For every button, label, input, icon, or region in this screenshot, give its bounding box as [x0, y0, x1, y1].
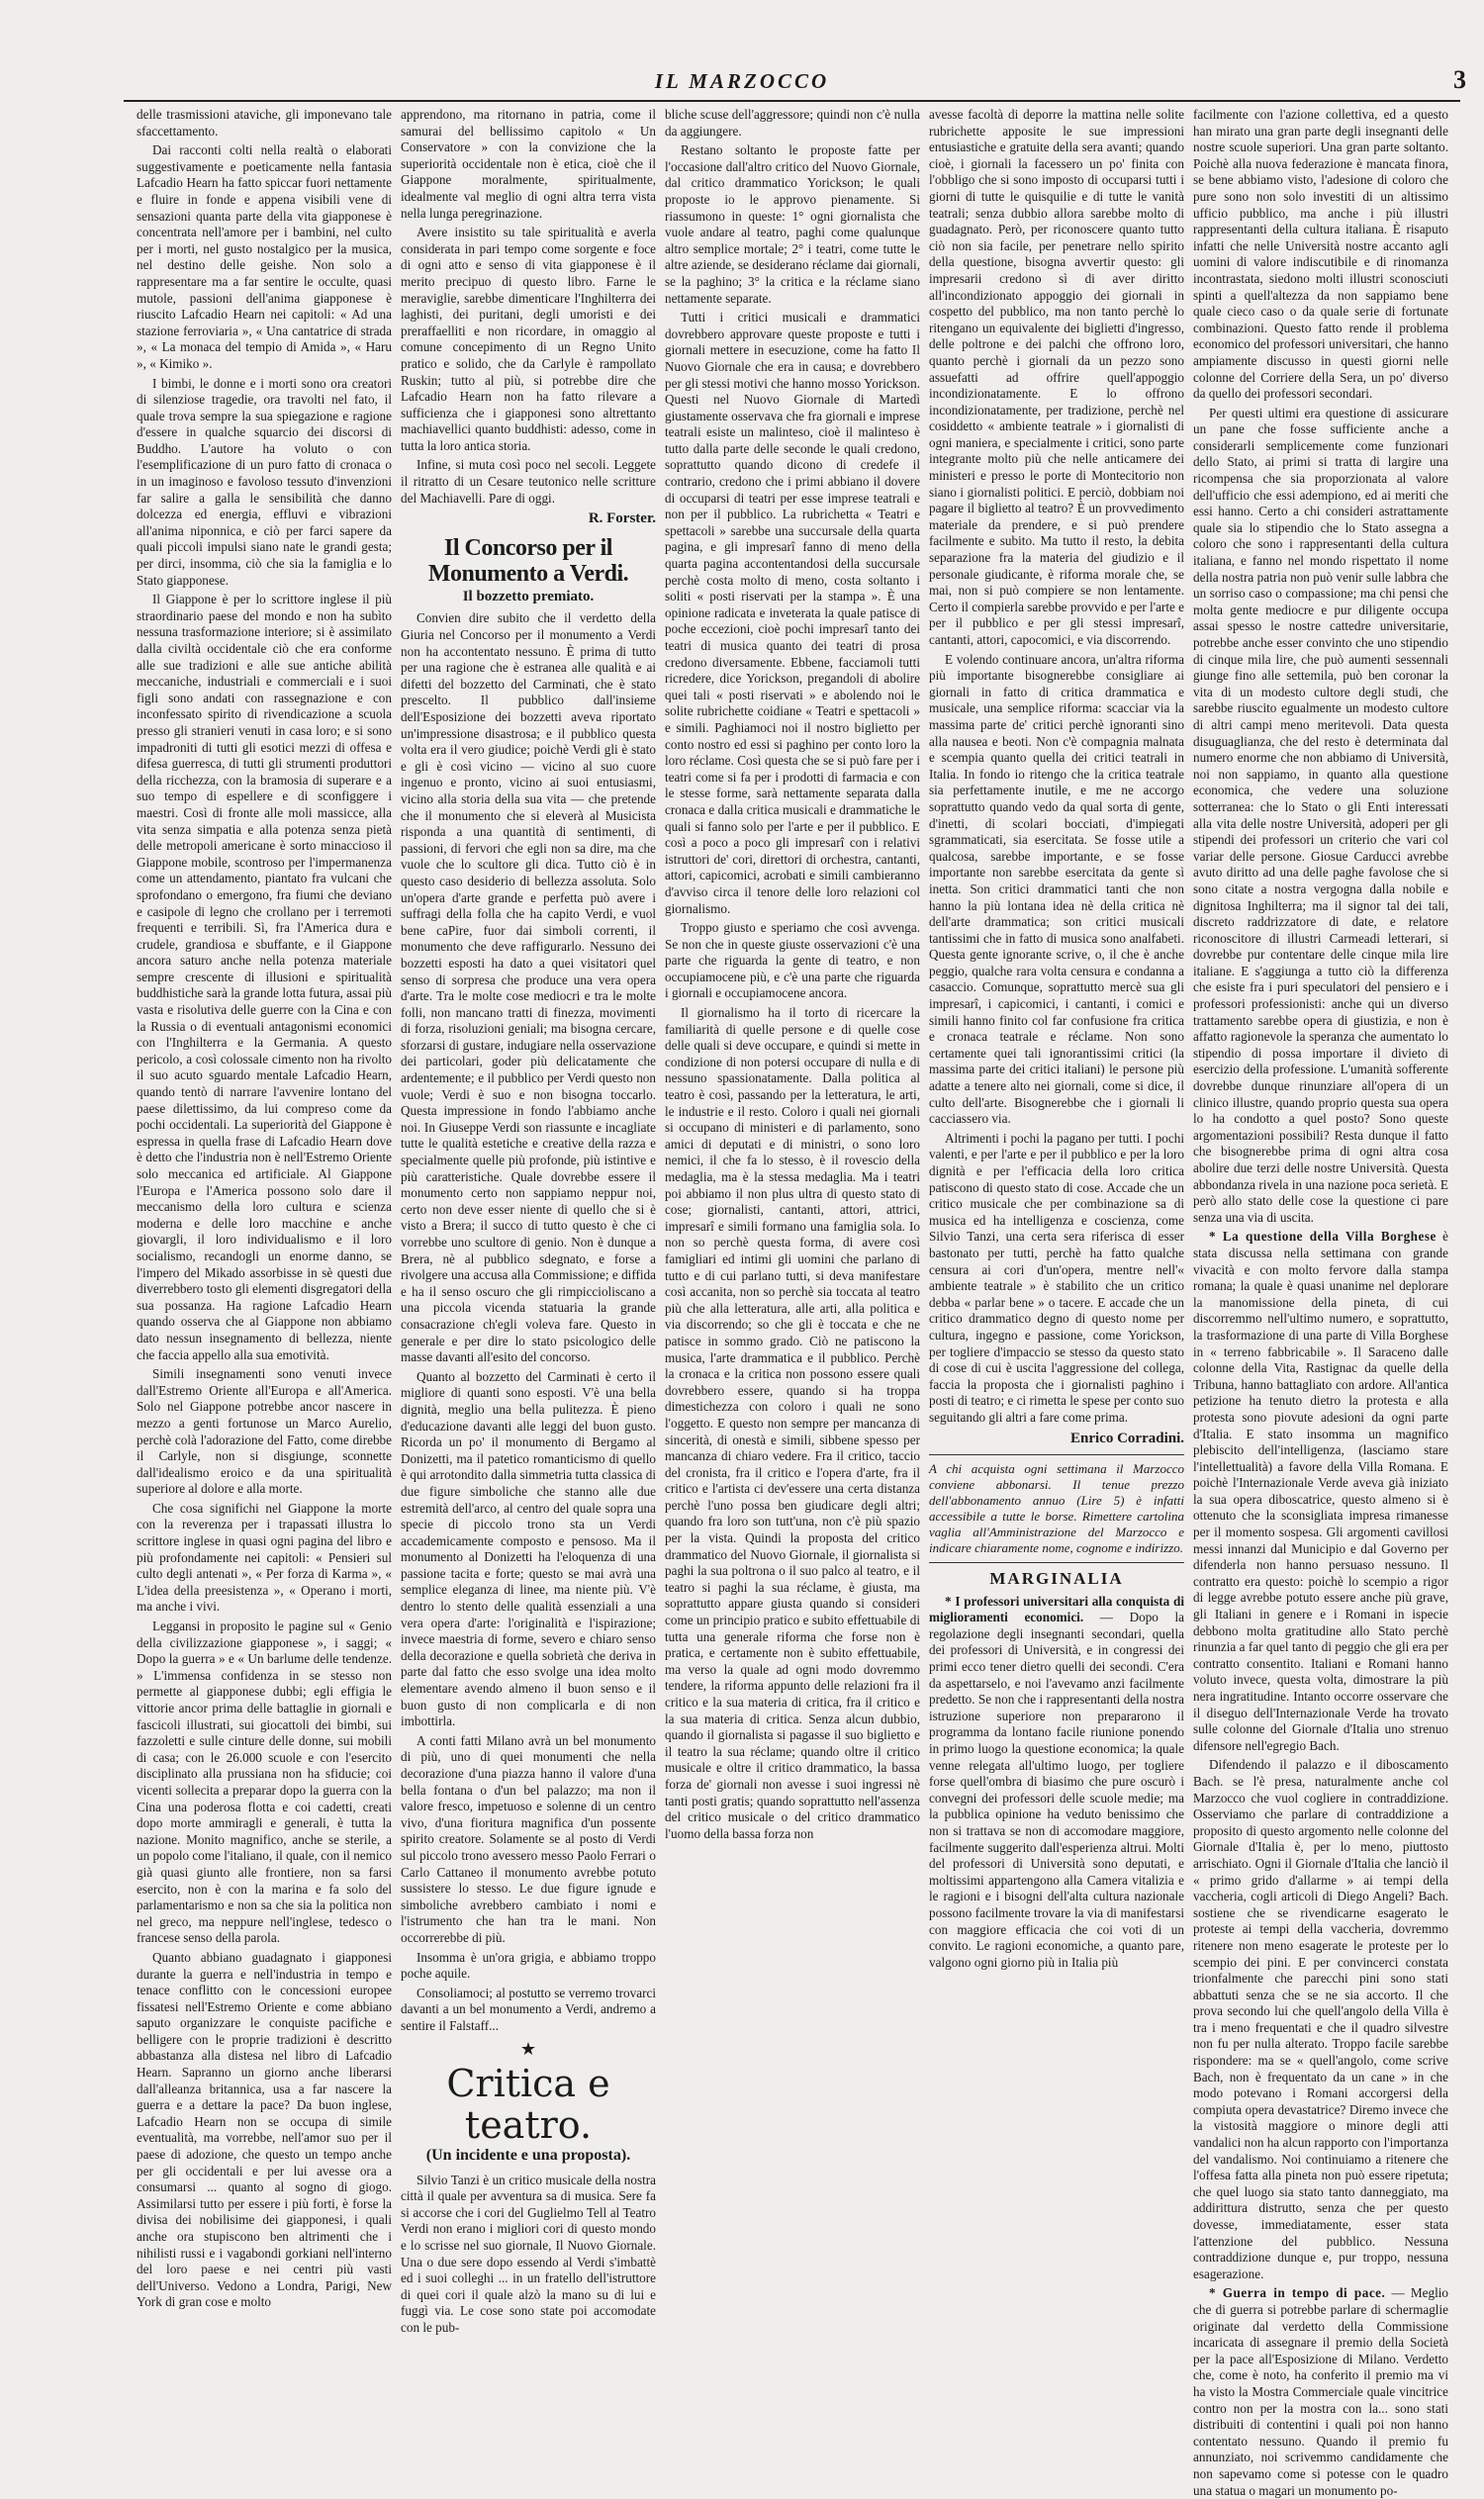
paragraph: Tutti i critici musicali e drammatici dovrebbero approvare queste proposte e tutti i giornali mettere in esecuzione, come ha fatto Il Nuovo Giornale che era in causa; e dovrebbero per gli stessi motivi che hanno mosso Yorickson. Questi nel Nuovo Giornale di Martedì giustamente osservava che fra giornali e imprese teatrali esiste un malinteso, cioè il malinteso è tutto dalla parte delle seconde le quali credono, soprattutto quando dicono di credefe il contrario, credono che i primi abbiano il dovere di occuparsi di teatri per esse imprese teatrali e non per il pubblico. La rubrichetta « Teatri e spettacoli » sarebbe una succursale della quarta pagina, e gli impresarî fanno di meno della quarta pagina accontentandosi della succursale perchè costa molto di meno, costa soltanto i soliti « posti riservati per la stampa ». È una opinione radicata e inveterata la quale patisce di poche eccezioni, cioè pochi impresarî tanto dei teatri di musica quanto dei teatri di prosa credono diversamente. Ebbene, facciamoli tutti ricredere, dice Yorickson, pregandoli di abolire quei tali « posti riservati » e abolendo noi le solite rubrichette coidiane « Teatri e spettacoli » e simili. Paghiamoci noi il nostro biglietto per conto nostro ed essi si paghino per conto loro la loro réclame. Così questa che se si può fare per i teatri come si fa per i prodotti di farmacia e con le stesse forme, sarà nettamente separata dalla cronaca e dalla critica musicali e drammatiche le quali si fanno solo per l'arte e per il pubblico. E così a poco a poco gli impresarî con i relativi istruttori de' cori, direttori di orchestra, cantanti, attori, capicomici, acrobati e simili cambieranno d'avviso circa il tenore delle loro relazioni col giornalismo. [665, 310, 920, 916]
author-signature: R. Forster. [588, 510, 656, 527]
paragraph: facilmente con l'azione collettiva, ed a questo han mirato una gran parte degli insegnanti delle nostre scuole superiori. Una gran parte soltanto. Poichè alla nuova federazione è mancata finora, se bene abbiamo visto, l'adesione di coloro che pure sono non solo investiti di un altissimo ufficio pubblico, ma anche i più illustri rappresentanti della cultura italiana. È risaputo infatti che nelle Università nostre accanto agli uomini di valore indiscutibile e di rinomanza incontrastata, siedono molti illustri sconosciuti spinti a quell'altezza da non sappiamo bene quale cieco caso o da quale serie di fortunate combinazioni. Questo fatto rende il problema economico del professori universitari, che hanno ampiamente discusso in questi giorni nelle colonne del Corriere della Sera, un po' diverso da quello dei professori secondari. [1193, 107, 1448, 402]
marginalia-item [1193, 1229, 1448, 1754]
article-headline: Critica e teatro. [446, 2062, 610, 2148]
marginalia-body: — Dopo la regolazione degli insegnanti secondari, quella dei professori di Università, e in congressi dei primi ecco tener dietro quelli dei secondi. C'era da aspettarselo, e noi l'avevamo anzi facilmente predetto. Se non che i rappresentanti della nostra istruzione superiore non prepararono il programma da lontano facile riunione ponendo in primo luogo la questione economica; la quale venne relegata all'ultimo luogo, per togliere forse quell'ombra di biasimo che pure oscurò i convegni dei professori delle scuole medie; ma la pubblica opinione ha veduto benissimo che non si trattava se non di accomodare maggiore, facilmente suggerito dall'esperienza altrui. Molti del professori di Università sono deputati, e moltissimi appartengono alla Camera vitalizia e le ragioni e i bisogni dell'alta cultura nazionale possono facilmente trovare la via di manifestarsi con maggiore efficacia che coi voti di un convito. Le ragioni economiche, a quanto pare, valgono ogni giorno più in Italia più [929, 1610, 1185, 1970]
paragraph: Consoliamoci; al postutto se verremo trovarci davanti a un bel monumento a Verdi, andremo a sentire il Falstaff... [401, 1985, 656, 2033]
column-4 [929, 107, 1184, 2062]
paragraph: Quanto al bozzetto del Carminati è certo il migliore di quanti sono esposti. V'è una bella dignità, meglio una bella pulitezza. È pieno d'educazione davanti alle leggi del buon gusto. Ricorda un po' il monumento di Bergamo al Donizetti, ma il patetico romanticismo di quello è qui arrotondito dalla simmetria tutta classica di due figure simboliche che stanno alle due estremità dell'arco, al centro del quale sopra una specie di piccolo trono sta un Verdi accademicamente composto e pensoso. Ma il monumento al Donizetti ha l'eloquenza di una passione tacita e forte; questo se mai avrà una semplice eleganza di linee, ma niente più. V'è dentro lo stento delle qualità essenziali a una vera opera d'arte: l'originalità e l'ispirazione; invece maestria di forme, severo e chiaro senso della decorazione e quella sobrietà che deriva in parte dal fatto che esso svolge una idea molto elementare avendo almeno il buon senso e il buon gusto di non complicarla e di non imbottirla. [401, 1368, 656, 1729]
section-headline: MARGINALIA [989, 1569, 1124, 1589]
paragraph: I bimbi, le donne e i morti sono ora creatori di silenziose tragedie, ora travolti nel fato, il quale trova sempre la sua spiegazione e ragione d'essere in qualche squarcio dei discorsi di Buddho. L'autore ha voluto o con l'esemplificazione di un puro fatto di cronaca o in un imaginoso e favoloso tessuto d'invenzioni far salire a galla le sensibilità che danno dolcezza ed energia, effluvi e vibrazioni all'anima niponnica, e ciò per farci sapere da quali piccoli impulsi siano nate le grandi gesta; per dirci, insomma, ciò che sia la famiglia e lo Stato giapponese. [137, 375, 392, 588]
marginalia-body: è stata discussa nella settimana con grande vivacità e con molto fervore dalla stampa romana; la quale è quasi unanime nel deplorare la manomissione della pineta, di cui discorremmo nell'ultimo numero, e soprattutto, la trasformazione di una parte di Villa Borghese in « terreno fabbricabile ». Il Saraceno dalle colonne della Vita, Rastignac da quelle della Tribuna, hanno battagliato con ardore. All'antica petizione ha tenuto dietro la protesta e alla protesta sono piovute adesioni da ogni parte d'Italia. E stato insomma un magnifico plebiscito dell'intelligenza, (lasciamo stare l'intellettualità) a favore della Villa Romana. E poichè l'Internazionale Verde aveva già iniziato la sua opera diboscatrice, questo almeno si è ottenuto che la sconsigliata impresa rimanesse per il momento sospesa. Gli argomenti cavillosi messi innanzi dal Municipio e dal Governo per difenderla non hanno persuaso nessuno. Il contratto era questo: poichè lo scempio a rigor di legge avrebbe potuto essere anche più grave, gli Italiani in genere e i Romani in ispecie debbono molta gratitudine allo Stato perchè rinunzia a far quel tanto di peggio che gli era per contratto consentito. Italiani e Romani hanno voluto invece, questa volta, dimostrare la più nera ingratitudine. Intanto occorre osservare che il diseguo dell'Internazionale Verde ha trovato sulle colonne del Giornale d'Italia uno strenuo difensore nell'egregio Bach. [1193, 1229, 1448, 1753]
paragraph: Altrimenti i pochi la pagano per tutti. I pochi valenti, e per l'arte e per il pubblico e per la loro dignità e per l'efficacia della loro critica patiscono di questo stato di cose. Accade che un critico musicale che per combinazione sa di musica ed ha intelligenza e coscienza, come Silvio Tanzi, una certa sera riferisca di esser bastonato per tutti, perchè ha fatto qualche censura ai cori d'un'opera, mentre nell'« ambiente teatrale » è stabilito che un critico debba « parlar bene » o tacere. E accade che un critico drammatico degno di questo nome per cultura, ingegno e passione, come Yorickson, per togliere d'impaccio se stesso da questo stato di cose di cui è uscita l'aggressione del collega, faccia la proposta che i giornalisti paghino i posti di teatro; e ci rimetta le spese per conto suo seguitando gli altri a fare come prima. [929, 1130, 1184, 1425]
paragraph: apprendono, ma ritornano in patria, come il samurai del bellissimo capitolo « Un Conservatore » con la convizione che la superiorità occidentale non è etica, cioè che il Giappone moralmente, spiritualmente, idealmente val meglio di ogni altra terra vista nella lunga peregrinazione. [401, 107, 656, 221]
column-1 [137, 107, 393, 2310]
paragraph: avesse facoltà di deporre la mattina nelle solite rubrichette apposite le sue impressioni entusiastiche e gratuite della sera avanti; quando cioè, i giornali la facessero un po' finita con l'obbligo che si sono imposto di occuparsi tutti i giorni di tutte le quisquilie e di tutte le vanità teatrali; senza dubbio allora sarebbe molto di guadagnato. Però, per riconoscere quanto tutto ciò non sia facile, per penetrare nello spirito della questione, bisogna avvertir questo: gli impresarii credono sì di aver diritto all'incondizionato appoggio dei giornali in cospetto del pubblico, ma non tanto perchè lo ritengano un equivalente dei biglietti d'ingresso, delle poltrone e dei palchi che offrono loro, quanto perchè i giornali da un pezzo sono assuefatti ad offrire quell'appoggio incondizionatamente. E lo offrono incondizionatamente, per tradizione, perchè nel cosiddetto « ambiente teatrale » i giornalisti di ogni maniera, e specialmente i critici, sono parte integrante molto più che nelle anticamere dei ministeri e presso le porte di Montecitorio non siano i giornalisti politici. E perciò, dobbiam noi pagare il biglietto al teatro? È un provvedimento materiale da prendere, e si può prendere facilmente e subito. Ma tutto il resto, la debita separazione fra la materia del giudizio e il personale giudicante, è riforma morale che, se mai, non si può compiere se non lentamente. Certo il compierla sarebbe provvido e per l'arte e per il pubblico e per gli stessi impresarî, cantanti, attori, capocomici, e via discorrendo. [929, 107, 1184, 647]
paragraph: Quanto abbiano guadagnato i giapponesi durante la guerra e nell'industria in tempo e tenace conflitto con le concessioni europee fissatesi nell'Estremo Oriente e come abbiano saputo organizzare le conquiste pacifiche e belligere con le proprie tradizioni è descritto abbastanza alla distesa nel libro di Lafcadio Hearn. Sapranno un giorno anche liberarsi dall'alleanza britannica, usa a far nascere la guerra e a dettare la pace? Da buon inglese, Lafcadio Hearn non se occupa di simile eventualità, ma vorrebbe, nell'amor suo per il paese di adozione, che questo un tempo anche per gli occidentali e per lui avesse ora a consumarsi ... quanto al sogno di giogo. Assimilarsi tutto per essere i più forti, è forse la divisa dei nobilisime dei giapponesi, i quali anche ora stupiscono ben altrimenti che i nihilisti russi e i vagabondi gorkiani nell'interno del loro paese e nei centri più vasti dell'Universo. Vedono a Londra, Parigi, New York di gran cose e molto [137, 1949, 392, 2310]
paragraph: Convien dire subito che il verdetto della Giuria nel Concorso per il monumento a Verdi non ha accontentato nessuno. È prima di tutto per una ragione che è estranea alle qualità e ai difetti del bozzetto del Carminati, che è stato prescelto. Il pubblico dall'insieme dell'Esposizione dei bozzetti aveva riportato un'impressione disastrosa; e il pubblico questa volta era il vero giudice; poichè Verdi gli è stato e gli è così vicino — vicino al suo cuore ingenuo e pronto, vicino ai suoi entusiasmi, vicino alla storia della sua vita — che pretende che il monumento che si eleverà al Musicista risponda a una quantità di sentimenti, di passioni, di fervori che egli non sa dire, ma che vuole che lo scultore gli dica. Tutto ciò è in questo caso desiderio di bellezza assoluta. Solo un'opera d'arte grande e perfetta può avere i suffragi della folla che ha capito Verdi, e vuol bene caPire, fuor dai simboli correnti, il monumento che deve raffigurarlo. Nessuno dei bozzetti esposti ha dato a quei visitatori quel senso di sorpresa che produce una vera opera d'arte. Tra le molte cose mediocri e tra le molte folli, non mancano tratti di finezza, movimenti di forza, risoluzioni geniali; ma bisogna cercare, sforzarsi di gustare, indugiare nella osservazione dei particolari, goder più delicatamente che ardentemente; e il pubblico per Verdi questo non vuole; Verdi è suo e non bisogna toccarlo. Questa impressione in fondo l'abbiamo anche noi. In Giuseppe Verdi son riassunte e incagliate tutte le qualità estetiche e creative della razza e specialmente quelle più profonde, più istintive e più caratteristiche. Quale dovrebbe essere il monumento certo non sappiamo neppur noi, certo non deve esser niente di quello che si è visto a Brera; il succo di tutto questo è che ci vorrebbe uno scultore di genio. Non è dunque a Brera, nè al pubblico sdegnato, e forse a rivolgere una accusa alla Commissione; e diffida e ha il senso oscuro che gli rimpiccioliscano a una piccola vicenda statuaria la grande consacrazione ch'egli voleva fare. Questo in generale e per dire lo stato psicologico delle masse davanti all'esito del concorso. [401, 610, 656, 1365]
header-rule [124, 100, 1460, 102]
paragraph: Troppo giusto e speriamo che così avvenga. Se non che in queste giuste osservazioni c'è una parte che riguarda la gente di teatro, e non occupiamocene più, e c'è una parte che riguarda i giornali e occupiamocene ancora. [665, 920, 920, 1001]
newspaper-title: IL MARZOCCO [654, 69, 830, 93]
star-ornament: ★ [519, 2038, 537, 2059]
paragraph: Avere insistito su tale spiritualità e averla considerata in pari tempo come sorgente e foce di ogni atto e senso di vita giapponese è il merito precipuo di questo libro. Farne le meraviglie, sarebbe dimenticare l'Inghilterra dei laghisti, dei puritani, degli umoristi e dei preraffaelliti e non ricordare, in omaggio al comune concepimento di un Regno Unito pratico e solido, che da Carlyle è rampollato Ruskin; tutto al più, si potrebbe dire che Lafcadio Hearn non ha fatto rilevare a sufficienza che i giapponesi sono altrettanto machiavellici quanto buddhisti: adesso, come in tutta la loro antica storia. [401, 225, 656, 453]
column-3 [665, 107, 920, 2062]
marginalia-title: * I professori universitari alla conquista di miglioramenti economici. [929, 1593, 1184, 1625]
marginalia-item [1193, 2285, 1448, 2499]
paragraph: Infine, si muta così poco nel secoli. Leggete il ritratto di un Cesare teutonico nelle scritture del Machiavelli. Pare di oggi. [401, 457, 656, 506]
paragraph: delle trasmissioni ataviche, gli imponevano tale sfaccettamento. [137, 107, 392, 139]
marginalia-body: — Meglio che di guerra si potrebbe parlare di schermaglie originate dal verdetto della Commissione incaricata di assegnare il premio della Società per la pace all'Esposizione di Milano. Verdetto che, come è noto, ha conferito il premio ma vi ha visto la Mostra Commerciale quale vincitrice contro non per la mostra con la... sono stati distribuiti di contentini i quali poi non hanno contentato nessuno. Quando il premio fu annunziato, noi scrivemmo candidamente che non sapevamo come si potesse con le quadro una statua o magari un monumento po- [1193, 2285, 1448, 2498]
column-2 [401, 107, 656, 2336]
subscription-notice: A chi acquista ogni settimana il Marzocco conviene abbonarsi. Il tenue prezzo dell'abbonamento annuo (Lire 5) è infatti accessibile a tutte le borse. Rimettere cartolina vaglia all'Amministrazione del Marzocco e indicare chiaramente nome, cognome e indirizzo. [929, 1454, 1184, 1563]
paragraph: Difendendo il palazzo e il diboscamento Bach. se l'è presa, naturalmente anche col Marzocco che vuol cogliere in contraddizione. Osserviamo che parlare di contraddizione a proposito di questo argomento nelle colonne del Giornale d'Italia è, per lo meno, piuttosto arrischiato. Ogni il Giornale d'Italia che lanciò il « primo grido d'allarme » ai tempi della vaccheria, cogli articoli di Diego Angeli? Bach. sostiene che se rivendicarne esagerato le proteste ai tempi della vaccheria, dovremmo ritenere non meno esagerate le proteste per lo scempio dei pini. E per convincerci constata trionfalmente che parecchi pini sono stati abbattuti senza che se ne sia accorto. Il che prova secondo lui che quell'angolo della Villa è tra i meno frequentati e che il quadro silvestre non fu per nulla alterato. Troppo facile sarebbe rispondere: ma se « quell'angolo, come scrive Bach, non è frequentato da un cane » in che modo potevano i Romani accorgersi della compiuta opera devastatrice? Diremo invece che la vistosità maggiore o minore degli atti vandalici non ha alcun rapporto con l'importanza del vandalismo. Noi continuiamo a ritenere che l'offesa fatta alla pineta non può essere ripetuta; che quel luogo sia stato tanto danneggiato, ma addirittura distrutto, senza che per questo dovesse, immediatamente, esser stata l'attenzione del pubblico. Nessuna contraddizione dunque e, pur troppo, nessuna esagerazione. [1193, 1757, 1448, 2281]
paragraph: Simili insegnamenti sono venuti invece dall'Estremo Oriente all'Europa e all'America. Solo nel Giappone potrebbe ancor nascere in mezzo a genti fortunose un Marco Aurelio, perchè colà l'adorazione del Fatto, come direbbe il Carlyle, non si disgiunge, sconnette dall'idealismo eroico e da una spiritualità superiore al dolore e alla morte. [137, 1366, 392, 1497]
paragraph: Silvio Tanzi è un critico musicale della nostra città il quale per avventura sa di musica. Sere fa si accorse che i cori del Guglielmo Tell al Teatro Verdi non erano i migliori cori di questo mondo e lo scrisse nel suo giornale, Il Nuovo Giornale. Una o due sere dopo essendo al Verdi s'imbattè ed i suoi colleghi ... in un fratello dell'istruttore di quei cori il quale alzò la mano su di lui e fuggì via. Le cose sono state poi accomodate con le pub- [401, 2172, 656, 2336]
author-signature: Enrico Corradini. [1070, 1430, 1184, 1446]
column-5 [1193, 107, 1448, 2498]
marginalia-item [929, 1594, 1184, 1972]
paragraph: Restano soltanto le proposte fatte per l'occasione dall'altro critico del Nuovo Giornale, dal critico drammatico Yorickson; le quali proposte io le approvo pienamente. Si riassumono in queste: 1° ogni giornalista che vuole andare al teatro, paghi come qualunque altro semplice mortale; 2° i teatri, come tutte le altre aziende, se desiderano réclame dai giornali, se la paghino; 3° la critica e la réclame siano nettamente separate. [665, 142, 920, 306]
paragraph: Il Giappone è per lo scrittore inglese il più straordinario paese del mondo e non ha subìto nessuna trasformazione interiore; si è assimilato dalla civiltà occidentale ciò che era conforme alle sue tradizioni e alle sue antiche abilità meccaniche, industriali e commerciali e i suoi figli sono andati con rassegnazione e con inconfessato spirito di rivendicazione a scuola presso gli stranieri venuti in casa loro; e si sono impadroniti di tutti gli esotici mezzi di offesa e difesa guerresca, di tutti gli strumenti produttori della ricchezza, con la bramosia di superare e a suo tempo di espellere e di sconfiggere i maestri. Così di fronte alle moli massicce, alla vita senza simpatia e alla potenza senza pietà delle metropoli americane è sorto minaccioso il Giappone mobile, scontroso per l'impermanenza come un attendamento, piantato fra vulcani che sprofondano o emergono, fra fiumi che deviano e casipole di legno che crollano per i terremoti frequenti e terribili. Sì, fra l'America dura e crudele, grandiosa e sbuffante, e il Giappone ancora saturo anche nella potenza materiale sempre crescente di illusioni e spiritualità buddhistiche sarà la grande lotta futura, assai più vasta e risolutiva delle guerre con la Cina e con la Russia o di eventuali antagonismi economici con l'Inghilterra e la Germania. A questo pericolo, a così colossale cimento non ha rivolto il suo acuto sguardo mentale Lafcadio Hearn, quando tentò di narrare l'avvenire lontano del paese dilettissimo, da lui compreso come da pochi occidentali. La superiorità del Giappone è espressa in quella frase di Lafcadio Hearn dove è detto che l'industria non è nell'Estremo Oriente solo meccanica ed artificiale. Al Giappone l'Europa e l'America possono solo dare il meccanismo della loro cultura e scienza moderna e delle loro macchine e anche giovargli, il loro individualismo e il loro socialismo, recandogli un enorme danno, se l'impero del Mikado assorbisse in sè questi due diverrebbero tosto gli elementi disgregatori della sua possanza. Ha ragione Lafcadio Hearn quando osserva che al Giappone non abbiamo dato nessun insegnamento di bellezza, niente che faccia appello alla sua emotività. [137, 592, 392, 1362]
paragraph: Leggansi in proposito le pagine sul « Genio della civilizzazione giapponese », i saggi; « Dopo la guerra » e « Un barlume delle tendenze. » L'immensa confidenza in se stesso non permette al giapponese dubbi; egli effigia le vittorie ancor prima delle battaglie in giornali e fascicoli illustrati, sui giocattoli dei bimbi, sui fazzoletti e sulle cinture delle donne, sui mobili di casa; con le 26.000 scuole e con l'esercito disciplinato alla prussiana non ha sfiducie; coi vicenti sollecita a preparar dopo la guerra con la Cina una poderosa flotta e coi cadetti, creati dopo morte ammiragli e generali, è tutta la nazione. Monito magnifico, anche se sterile, a un popolo come l'italiano, il quale, con il nemico già quasi giunto alle frontiere, non sa farsi esercito, non è con la marina e fa solo del parlamentarismo e non sa che sia la politica non nel greco, ma neppure nell'inglese, tedesco o francese senso della parola. [137, 1619, 393, 1946]
masthead [0, 61, 1484, 101]
paragraph: Il giornalismo ha il torto di ricercare la familiarità di quelle persone e di quelle cose delle quali si deve occupare, e quindi si mette in condizione di non potersi occupare di nulla e di nessuno spassionatamente. Dalla politica al teatro è così, passando per la letteratura, le arti, le industrie e il resto. Coloro i quali nei giornali si occupano di ministeri e di parlamento, sono amici di deputati e di ministri, o sono loro nemici, il che fa lo stesso, è il rovescio della medaglia, ma è la stessa medaglia. Ma i teatri poi abbiamo il non plus ultra di questo stato di cose; giornalisti, cantanti, attori, attrici, impresarî e simili formano una famiglia sola. Io non so perchè questa forma, di avere così famigliari ed intimi gli uomini che parlano di tutto e di cui parlano tutti, si deva manifestare così accanita, non so perchè sia toccata al teatro più che alla letteratura, alle arti, alla politica e via discorrendo; so che gli è toccata e che ne patisce in sommo grado. Ciò ne patiscono la musica, l'arte drammatica e il pubblico. Perchè la cronaca e la critica non possono essere quali dovrebbero essere, quando si ha troppa dimestichezza con coloro i quali ne sono l'oggetto. E questo non sempre per mancanza di sincerità, di onestà e simili, sibbene spesso per mancanza di chiaro vedere. Fra il critico, taccio del cronista, fra il critico e l'opera d'arte, fra il critico e l'artista ci dev'essere una certa distanza perchè l'uno possa ben giudicare degli altri; quando fra loro son tutt'una, non c'è più spazio per la vista. Quindi la proposta del critico drammatico del Nuovo Giornale, il giornalista si paghi la sua poltrona o il suo palco al teatro, e il teatro si paghi la sua réclame, è giusta, ma soprattutto appare giusta quando si consideri come un principio pratico e subito effettuabile di tutta una generale riforma che forse non è pratica, e certamente non è subito effettuabile, ma verso la quale ad ogni modo dovremmo tendere, la riforma appunto delle relazioni fra il critico e la sua materia di critica, fra il critico e la sua materia di critica. Senza alcun dubbio, quando il giornalista si pagasse il suo biglietto e il teatro la sua réclame; quando oltre il critico musicale e oltre il critico drammatico, la bassa forza de' giornali non avesse i suoi ingressi nè tanti posti gratis; quando soprattutto nell'assenza del critico musicale o del critico drammatico l'uomo della bassa forza non [665, 1005, 920, 1841]
paragraph: E volendo continuare ancora, un'altra riforma più importante bisognerebbe consigliare ai giornali in fatto di critica drammatica e musicale, una semplice riforma: scacciar via la massima parte de' critici perchè ignoranti sino alla nausea e beoti. Non c'è compagnia malnata e scempia quanto quella dei critici teatrali in Italia. In fondo io ritengo che la critica teatrale sia perfettamente inutile, e me ne accorgo soprattutto quando vedo da qual sorta di gente, d'inetti, di scolari bocciati, d'impiegati sgrammaticati, sia esercitata. Se fosse utile a qualcosa, sarebbe importante, e se fosse importante non sarebbe esercitata da gente sì inetta. Son critici drammatici tanti che non hanno la più lontana idea nè della critica nè dell'arte drammatica; son critici musicali tantissimi che in fatto di musica sono analfabeti. Questa gente ignorante scrive, o, il che è anche peggio, qualche rara volta censura e condanna a casaccio. Comunque, soprattutto mercè sua gli impresarî, i capicomici, i cantanti, i comici e simili hanno finito col far confusione fra critica e cronaca teatrale e réclame. Non sono certamente quei tali ignorantissimi critici (la massima parte dei critici italiani) le persone più adatte a tenere alto nei giornali, come si dice, il culto dell'arte. Bisognerebbe che i giornali li cacciassero via. [929, 651, 1184, 1127]
paragraph: Che cosa significhi nel Giappone la morte con la reverenza per i trapassati illustra lo scrittore inglese in quasi ogni pagina del libro e più profondamente nei capitoli: « Pensieri sul culto degli antenati », « Per forza di Karma », « L'idea della preesistenza », « Operano i morti, ma anche i vivi. [137, 1500, 392, 1615]
marginalia-title: * La questione della Villa Borghese [1209, 1229, 1437, 1245]
paragraph: Per questi ultimi era questione di assicurare un pane che fosse sufficiente anche a considerarli semplicemente come funzionari dello Stato, ai primi si tratta di largire una ricompensa che sia proporzionata al valore dell'ufficio che essi adempiono, ed ai meriti che essi hanno. Certo a chi consideri astrattamente quale sia lo stipendio che lo Stato assegna a coloro che sono i rappresentanti della cultura italiana, e fanno nel mondo rispettato il nome della nostra patria non può venir sulle labbra che un sorriso caso o compassione; ma chi pensi che molta gente mediocre e pur diligente occupa assai spesso le nostre cattedre universitarie, potrebbe anche esser convinto che uno stipendio di cinque mila lire, che può aumenti sessennali giunge fino alle settemila, può ben coronar la vita di un modesto cultore degli studi, che sarebbe riuscito egualmente un modesto cultore di altri campi meno meritevoli. Data questa disuguaglianza, che del resto è determinata dal numero enorme che non abbiamo di Università, noi non sappiamo, in quanto alla questione economica, che vedere una soluzione sotterranea: che lo Stato o gli Enti interessati alla vita delle nostre Università, adoperi per gli stipendi dei professori un criterio che vari col variar delle persone. Giosue Carducci avrebbe avuto diritto ad una delle paghe favolose che si sono citate a nostra vergogna dalla nobile e dignitosa Inghilterra; ma il signor tal dei tali, discreto raddrizzatore di date, e relatore riconoscitore di illustri Carmeadi letterari, si dovrebbe pur contentare delle cinque mila lire italiane. E s'aggiunga a tutto ciò la differenza che esiste fra i puri speculatori del pensiero e i professori professionisti: anche qui un diverso trattamento sarebbe opera di giustizia, e non è affatto ragionevole la speranza che aumentato lo stipendio di possa importare il divieto di esercizio della professione. L'umanità sofferente dovrebbe dunque rinunziare all'opera di un clinico illustre, quando proprio questa sua opera lo ha condotto a quel posto? Sono queste argomentazioni possibili? Resta dunque il fatto che bisognerebbe prima di ogni altra cosa abolire due terzi delle nostre Università. Questa abbondanza rivela in una nazione poca serietà. E però allo stato delle cose la questione ci pare senza una via di uscita. [1193, 405, 1448, 1225]
paragraph: bliche scuse dell'aggressore; quindi non c'è nulla da aggiungere. [665, 107, 920, 139]
article-headline: Il Concorso per il Monumento a Verdi. [427, 534, 629, 587]
article-subheadline: (Un incidente e una proposta). [425, 2147, 631, 2165]
paragraph: A conti fatti Milano avrà un bel monumento di più, uno di quei monumenti che nella decorazione d'una piazza hanno il valore d'una bella fontana o d'un bel palazzo; ma non il valore fresco, impetuoso e solenne di un centro vivo, d'una fioritura magnifica d'un possente spirito creatore. Solamente se al posto di Verdi sul piccolo trono avessero messo Paolo Ferrari o Carlo Cattaneo il monumento avrebbe potuto sussistere lo stesso. Le due figure ignude e simboliche avrebbero cambiato i nomi e l'istrumento che han tra le mani. Non occorrerebbe di più. [401, 1732, 656, 1945]
article-subheadline: Il bozzetto premiato. [462, 588, 595, 604]
paragraph: Dai racconti colti nella realtà o elaborati suggestivamente e poeticamente nella fantasia Lafcadio Hearn ha fatto spiccar fuori nettamente e fluire in fonde e appena visibili vene di sensazioni quanta parte della vita giapponese è concentrata nell'amore per i bambini, nel culto per i morti, nel gusto nostalgico per la musica, nel destino delle geishe. Non solo a rappresentare ma a far sentire le occulte, quasi mutole, passioni dell'anima giapponese è riuscito Lafcadio Hearn nei capitoli: « Ad una stazione ferroviaria », « Una cantatrice di strada », « La monaca del tempio di Amida », « Haru », « Kimiko ». [137, 142, 392, 371]
page-number: 3 [1453, 65, 1466, 94]
marginalia-title: * Guerra in tempo di pace. [1209, 2285, 1386, 2301]
paragraph: Insomma è un'ora grigia, e abbiamo troppo poche aquile. [401, 1949, 656, 1982]
